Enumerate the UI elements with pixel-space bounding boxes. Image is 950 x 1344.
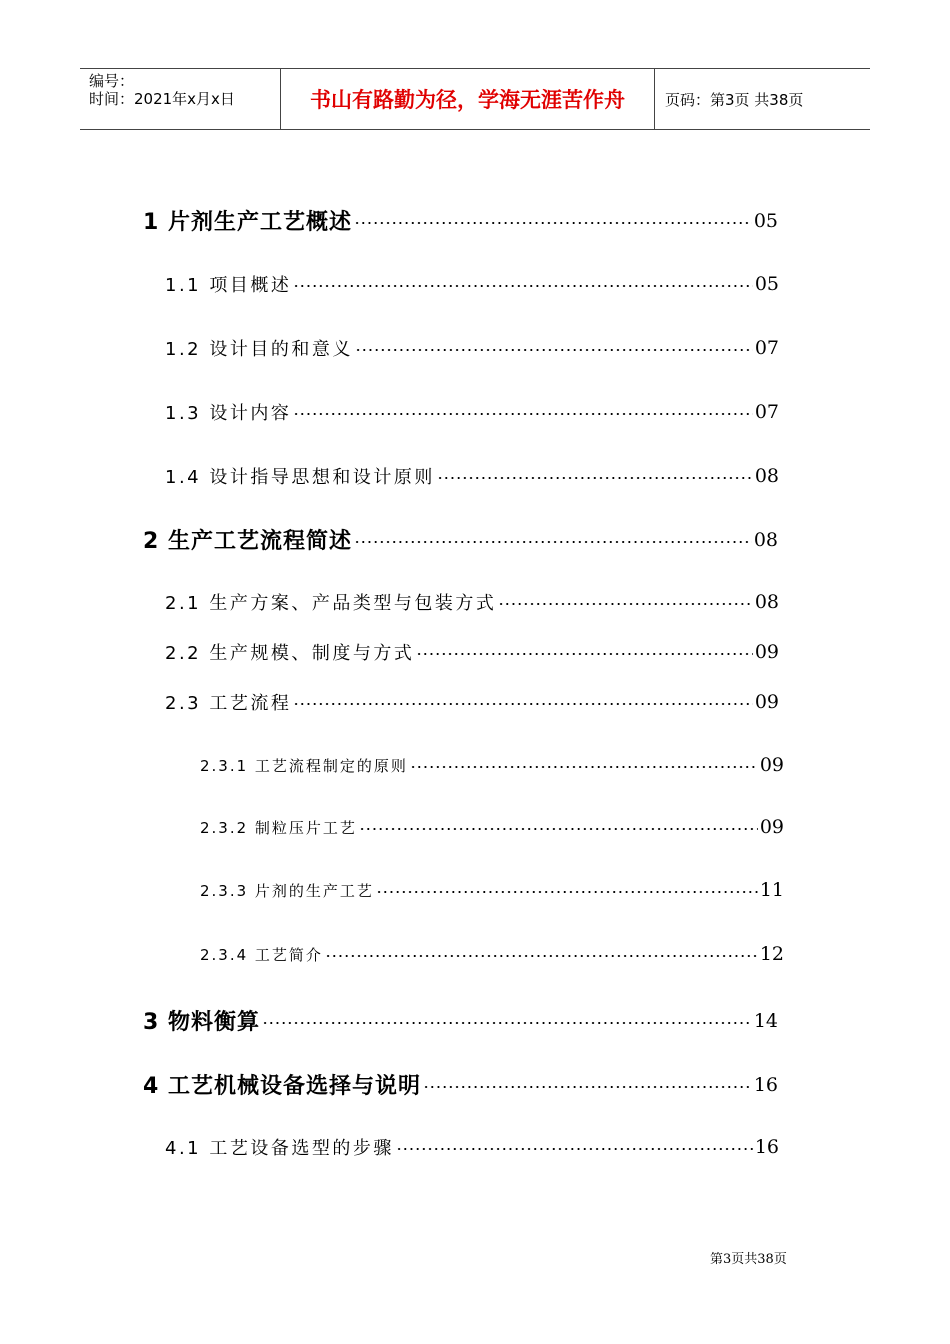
toc-entry[interactable] <box>143 1069 778 1100</box>
time-label: 时间：2021年x月x日 <box>89 90 235 108</box>
toc-leader-dots <box>355 348 753 352</box>
toc-entry-page: 16 <box>754 1136 779 1158</box>
toc-entry-label: 1.3 设计内容 <box>165 403 292 424</box>
toc-leader-dots <box>437 476 753 480</box>
toc-entry-label: 2 生产工艺流程简述 <box>143 529 352 554</box>
toc-entry[interactable] <box>143 1005 778 1036</box>
toc-entry[interactable] <box>200 943 784 965</box>
toc-entry[interactable] <box>143 524 778 555</box>
toc-entry[interactable] <box>165 463 779 489</box>
toc-entry-page: 09 <box>759 816 784 838</box>
toc-entry[interactable] <box>165 335 779 361</box>
number-label: 编号： <box>89 72 135 90</box>
toc-entry-page: 05 <box>754 273 779 295</box>
toc-entry-label: 2.2 生产规模、制度与方式 <box>165 643 415 664</box>
toc-leader-dots <box>354 540 752 544</box>
toc-leader-dots <box>410 765 758 769</box>
toc-entry-page: 11 <box>759 879 784 901</box>
toc-leader-dots <box>423 1085 752 1089</box>
toc-entry[interactable] <box>200 879 784 901</box>
toc-entry-page: 08 <box>754 591 779 613</box>
page-footer: 第3页共38页 <box>710 1252 787 1267</box>
toc-entry-label: 1 片剂生产工艺概述 <box>143 210 352 235</box>
toc-entry-label: 1.4 设计指导思想和设计原则 <box>165 467 435 488</box>
toc-entry[interactable] <box>165 271 779 297</box>
toc-leader-dots <box>416 652 752 656</box>
toc-entry-label: 2.3.2 制粒压片工艺 <box>200 818 357 837</box>
toc-leader-dots <box>325 954 758 958</box>
toc-entry[interactable] <box>165 1134 779 1160</box>
toc-entry-label: 4.1 工艺设备选型的步骤 <box>165 1138 394 1159</box>
toc-leader-dots <box>293 702 752 706</box>
toc-entry-label: 2.3.1 工艺流程制定的原则 <box>200 756 408 775</box>
toc-leader-dots <box>376 890 758 894</box>
header-meta <box>80 69 281 129</box>
toc-entry-label: 1.2 设计目的和意义 <box>165 339 353 360</box>
toc-leader-dots <box>359 827 758 831</box>
toc-entry-label: 1.1 项目概述 <box>165 275 292 296</box>
toc-entry-label: 4 工艺机械设备选择与说明 <box>143 1074 421 1099</box>
toc-entry[interactable] <box>200 754 784 776</box>
toc-entry-page: 07 <box>754 337 779 359</box>
toc-entry-label: 3 物料衡算 <box>143 1010 260 1035</box>
toc-entry-label: 2.1 生产方案、产品类型与包装方式 <box>165 593 497 614</box>
toc-entry-page: 09 <box>754 641 779 663</box>
toc-entry-page: 09 <box>759 754 784 776</box>
toc-entry[interactable] <box>165 399 779 425</box>
toc-entry-page: 14 <box>753 1009 778 1032</box>
toc-leader-dots <box>262 1021 752 1025</box>
toc-leader-dots <box>396 1147 753 1151</box>
toc-entry[interactable] <box>165 639 779 665</box>
toc-entry-page: 07 <box>754 401 779 423</box>
header-motto: 书山有路勤为径，学海无涯苦作舟 <box>281 69 655 129</box>
toc-entry-page: 16 <box>753 1073 778 1096</box>
page-header <box>80 68 870 130</box>
toc-entry[interactable] <box>165 589 779 615</box>
toc-entry-page: 05 <box>753 209 778 232</box>
toc-entry-page: 08 <box>753 528 778 551</box>
toc-entry-page: 12 <box>759 943 784 965</box>
toc-leader-dots <box>354 221 752 225</box>
toc-leader-dots <box>293 412 752 416</box>
toc-entry-label: 2.3.3 片剂的生产工艺 <box>200 881 374 900</box>
header-page-info: 页码：第3页 共38页 <box>665 90 804 109</box>
toc-entry[interactable] <box>200 816 784 838</box>
toc-entry-label: 2.3 工艺流程 <box>165 693 292 714</box>
toc-entry-page: 08 <box>754 465 779 487</box>
toc-leader-dots <box>498 602 752 606</box>
toc-entry-label: 2.3.4 工艺简介 <box>200 945 323 964</box>
toc-entry[interactable] <box>143 205 778 236</box>
toc-leader-dots <box>293 284 752 288</box>
toc-entry-page: 09 <box>754 691 779 713</box>
toc-entry[interactable] <box>165 689 779 715</box>
